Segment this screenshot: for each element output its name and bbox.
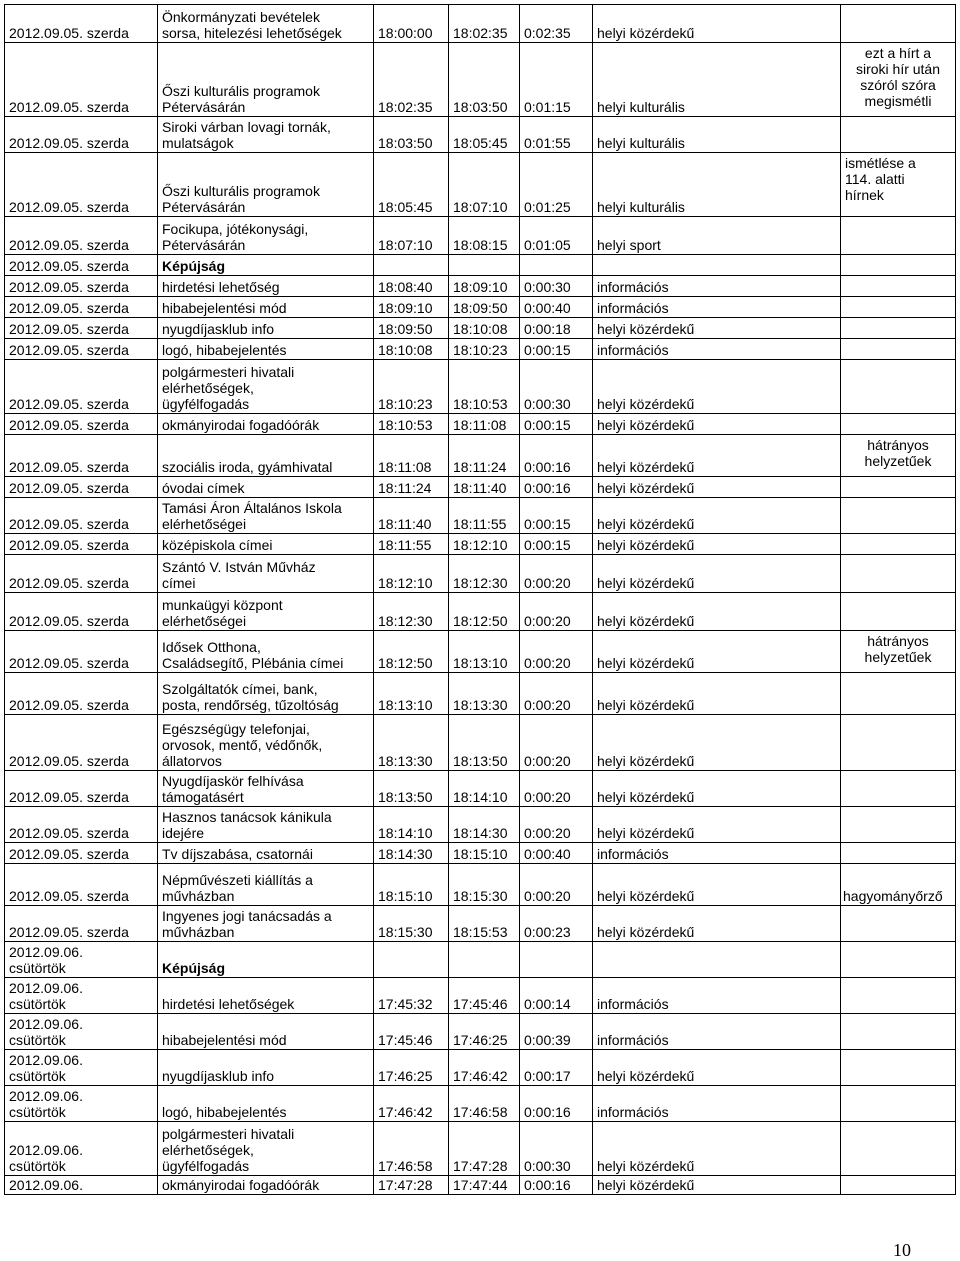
schedule-row <box>5 942 956 978</box>
schedule-row <box>5 360 956 414</box>
title-cell: Tamási Áron Általános Iskola elérhetőségei <box>158 498 374 534</box>
duration-cell: 0:00:20 <box>520 771 593 807</box>
start-time-cell: 18:08:40 <box>374 276 449 297</box>
title-text: Képújság <box>162 960 226 976</box>
duration-cell: 0:00:16 <box>520 1176 593 1195</box>
schedule-row <box>5 771 956 807</box>
note-cell <box>841 5 956 43</box>
duration-cell: 0:00:20 <box>520 673 593 715</box>
note-cell <box>841 1050 956 1086</box>
schedule-row <box>5 5 956 43</box>
schedule-row <box>5 117 956 153</box>
start-time-cell: 18:05:45 <box>374 153 449 217</box>
date-cell: 2012.09.05. szerda <box>5 153 158 217</box>
date-cell: 2012.09.05. szerda <box>5 297 158 318</box>
duration-cell: 0:00:18 <box>520 318 593 339</box>
schedule-row <box>5 217 956 255</box>
schedule-row <box>5 555 956 593</box>
duration-cell: 0:02:35 <box>520 5 593 43</box>
date-cell: 2012.09.06. csütörtök <box>5 1122 158 1176</box>
schedule-row <box>5 1014 956 1050</box>
title-cell: Szántó V. István Művház címei <box>158 555 374 593</box>
title-cell: középiskola címei <box>158 534 374 555</box>
title-cell: polgármesteri hivatali elérhetőségek, ügyfélfogadás <box>158 1122 374 1176</box>
duration-cell: 0:01:55 <box>520 117 593 153</box>
note-cell <box>841 807 956 843</box>
date-cell: 2012.09.05. szerda <box>5 43 158 117</box>
end-time-cell: 18:09:10 <box>449 276 520 297</box>
end-time-cell: 18:11:55 <box>449 498 520 534</box>
start-time-cell: 17:45:46 <box>374 1014 449 1050</box>
end-time-cell: 17:46:58 <box>449 1086 520 1122</box>
category-cell: helyi kulturális <box>593 43 841 117</box>
duration-cell: 0:01:15 <box>520 43 593 117</box>
schedule-row <box>5 673 956 715</box>
category-cell: helyi közérdekű <box>593 414 841 435</box>
start-time-cell: 18:15:10 <box>374 864 449 906</box>
end-time-cell: 18:07:10 <box>449 153 520 217</box>
category-cell: helyi közérdekű <box>593 534 841 555</box>
title-cell: Tv díjszabása, csatornái <box>158 843 374 864</box>
note-cell <box>841 276 956 297</box>
title-cell: logó, hibabejelentés <box>158 339 374 360</box>
duration-cell: 0:00:20 <box>520 555 593 593</box>
note-cell <box>841 715 956 771</box>
schedule-row <box>5 534 956 555</box>
category-cell: helyi közérdekű <box>593 1050 841 1086</box>
duration-cell: 0:00:40 <box>520 297 593 318</box>
note-cell <box>841 555 956 593</box>
schedule-row <box>5 297 956 318</box>
start-time-cell: 18:12:10 <box>374 555 449 593</box>
schedule-row <box>5 43 956 117</box>
category-cell: információs <box>593 1014 841 1050</box>
end-time-cell: 18:03:50 <box>449 43 520 117</box>
duration-cell: 0:00:15 <box>520 414 593 435</box>
duration-cell: 0:00:14 <box>520 978 593 1014</box>
end-time-cell: 18:13:10 <box>449 631 520 673</box>
date-cell: 2012.09.05. szerda <box>5 339 158 360</box>
duration-cell: 0:00:20 <box>520 593 593 631</box>
date-cell: 2012.09.05. szerda <box>5 498 158 534</box>
duration-cell: 0:01:25 <box>520 153 593 217</box>
note-cell: hátrányos helyzetűek <box>841 435 956 477</box>
end-time-cell: 17:46:42 <box>449 1050 520 1086</box>
title-cell: hirdetési lehetőségek <box>158 978 374 1014</box>
title-cell: Őszi kulturális programok Pétervásárán <box>158 43 374 117</box>
schedule-row <box>5 807 956 843</box>
end-time-cell: 18:12:30 <box>449 555 520 593</box>
start-time-cell <box>374 942 449 978</box>
title-cell: nyugdíjasklub info <box>158 318 374 339</box>
schedule-row <box>5 843 956 864</box>
schedule-row <box>5 906 956 942</box>
duration-cell: 0:01:05 <box>520 217 593 255</box>
category-cell: helyi közérdekű <box>593 715 841 771</box>
category-cell <box>593 942 841 978</box>
category-cell: helyi közérdekű <box>593 1176 841 1195</box>
start-time-cell: 18:14:30 <box>374 843 449 864</box>
note-cell <box>841 414 956 435</box>
start-time-cell: 18:00:00 <box>374 5 449 43</box>
duration-cell: 0:00:30 <box>520 1122 593 1176</box>
title-cell: hibabejelentési mód <box>158 297 374 318</box>
note-cell <box>841 255 956 276</box>
date-cell: 2012.09.05. szerda <box>5 360 158 414</box>
title-cell: Hasznos tanácsok kánikula idejére <box>158 807 374 843</box>
note-cell <box>841 843 956 864</box>
note-cell <box>841 1176 956 1195</box>
start-time-cell: 18:10:53 <box>374 414 449 435</box>
date-cell: 2012.09.05. szerda <box>5 771 158 807</box>
title-text: Képújság <box>162 258 226 274</box>
title-cell: munkaügyi központ elérhetőségei <box>158 593 374 631</box>
duration-cell: 0:00:17 <box>520 1050 593 1086</box>
schedule-row <box>5 276 956 297</box>
schedule-row <box>5 318 956 339</box>
note-cell <box>841 534 956 555</box>
start-time-cell <box>374 255 449 276</box>
category-cell <box>593 255 841 276</box>
end-time-cell: 18:12:50 <box>449 593 520 631</box>
start-time-cell: 18:07:10 <box>374 217 449 255</box>
category-cell: helyi közérdekű <box>593 906 841 942</box>
duration-cell: 0:00:20 <box>520 631 593 673</box>
title-cell: óvodai címek <box>158 477 374 498</box>
title-cell: Szolgáltatók címei, bank, posta, rendőrség, tűzoltóság <box>158 673 374 715</box>
title-cell: nyugdíjasklub info <box>158 1050 374 1086</box>
start-time-cell: 18:11:40 <box>374 498 449 534</box>
category-cell: helyi közérdekű <box>593 1122 841 1176</box>
date-cell: 2012.09.06. csütörtök <box>5 942 158 978</box>
title-cell <box>158 255 374 276</box>
title-cell: Őszi kulturális programok Pétervásárán <box>158 153 374 217</box>
date-cell: 2012.09.05. szerda <box>5 414 158 435</box>
end-time-cell: 18:08:15 <box>449 217 520 255</box>
note-cell: ezt a hírt a siroki hír után szóról szóra megismétli <box>841 43 956 117</box>
category-cell: helyi közérdekű <box>593 771 841 807</box>
title-cell: Ingyenes jogi tanácsadás a művházban <box>158 906 374 942</box>
start-time-cell: 18:12:50 <box>374 631 449 673</box>
title-cell: Nyugdíjaskör felhívása támogatásért <box>158 771 374 807</box>
end-time-cell: 18:10:53 <box>449 360 520 414</box>
note-cell <box>841 942 956 978</box>
date-cell: 2012.09.05. szerda <box>5 217 158 255</box>
title-cell: okmányirodai fogadóórák <box>158 1176 374 1195</box>
date-cell: 2012.09.05. szerda <box>5 318 158 339</box>
title-cell: hibabejelentési mód <box>158 1014 374 1050</box>
end-time-cell: 18:15:30 <box>449 864 520 906</box>
note-cell <box>841 217 956 255</box>
start-time-cell: 18:02:35 <box>374 43 449 117</box>
duration-cell: 0:00:16 <box>520 477 593 498</box>
start-time-cell: 18:14:10 <box>374 807 449 843</box>
schedule-row <box>5 715 956 771</box>
category-cell: információs <box>593 297 841 318</box>
category-cell: helyi közérdekű <box>593 360 841 414</box>
date-cell: 2012.09.05. szerda <box>5 5 158 43</box>
start-time-cell: 18:11:55 <box>374 534 449 555</box>
date-cell: 2012.09.05. szerda <box>5 673 158 715</box>
category-cell: információs <box>593 978 841 1014</box>
date-cell: 2012.09.05. szerda <box>5 906 158 942</box>
date-cell: 2012.09.06. <box>5 1176 158 1195</box>
title-cell: polgármesteri hivatali elérhetőségek, ügyfélfogadás <box>158 360 374 414</box>
category-cell: helyi közérdekű <box>593 435 841 477</box>
start-time-cell: 18:13:50 <box>374 771 449 807</box>
category-cell: helyi közérdekű <box>593 864 841 906</box>
start-time-cell: 17:46:58 <box>374 1122 449 1176</box>
end-time-cell: 18:14:10 <box>449 771 520 807</box>
start-time-cell: 18:13:30 <box>374 715 449 771</box>
note-cell <box>841 498 956 534</box>
end-time-cell: 18:05:45 <box>449 117 520 153</box>
category-cell: helyi közérdekű <box>593 593 841 631</box>
end-time-cell: 18:10:08 <box>449 318 520 339</box>
note-cell <box>841 1086 956 1122</box>
date-cell: 2012.09.05. szerda <box>5 555 158 593</box>
date-cell: 2012.09.05. szerda <box>5 593 158 631</box>
end-time-cell: 17:47:28 <box>449 1122 520 1176</box>
end-time-cell: 18:13:50 <box>449 715 520 771</box>
note-cell: hagyományőrző <box>841 864 956 906</box>
start-time-cell: 18:10:23 <box>374 360 449 414</box>
schedule-row <box>5 414 956 435</box>
duration-cell <box>520 942 593 978</box>
start-time-cell: 18:10:08 <box>374 339 449 360</box>
schedule-row <box>5 339 956 360</box>
date-cell: 2012.09.06. csütörtök <box>5 1050 158 1086</box>
note-cell <box>841 906 956 942</box>
note-cell <box>841 477 956 498</box>
duration-cell: 0:00:39 <box>520 1014 593 1050</box>
note-cell <box>841 117 956 153</box>
duration-cell: 0:00:15 <box>520 339 593 360</box>
schedule-row <box>5 864 956 906</box>
start-time-cell: 17:46:25 <box>374 1050 449 1086</box>
page-number: 10 <box>893 1240 911 1260</box>
end-time-cell: 17:45:46 <box>449 978 520 1014</box>
category-cell: helyi közérdekű <box>593 807 841 843</box>
start-time-cell: 17:47:28 <box>374 1176 449 1195</box>
title-cell: Idősek Otthona, Családsegítő, Plébánia címei <box>158 631 374 673</box>
note-cell <box>841 318 956 339</box>
end-time-cell: 17:47:44 <box>449 1176 520 1195</box>
date-cell: 2012.09.05. szerda <box>5 807 158 843</box>
broadcast-schedule-table <box>4 4 956 1195</box>
end-time-cell: 18:12:10 <box>449 534 520 555</box>
title-cell: Népművészeti kiállítás a művházban <box>158 864 374 906</box>
category-cell: helyi közérdekű <box>593 5 841 43</box>
schedule-row <box>5 593 956 631</box>
date-cell: 2012.09.05. szerda <box>5 631 158 673</box>
note-cell <box>841 1014 956 1050</box>
duration-cell: 0:00:23 <box>520 906 593 942</box>
duration-cell <box>520 255 593 276</box>
title-cell: hirdetési lehetőség <box>158 276 374 297</box>
start-time-cell: 18:12:30 <box>374 593 449 631</box>
schedule-row <box>5 1176 956 1195</box>
duration-cell: 0:00:20 <box>520 864 593 906</box>
date-cell: 2012.09.06. csütörtök <box>5 1014 158 1050</box>
title-cell: Önkormányzati bevételek sorsa, hitelezési lehetőségek <box>158 5 374 43</box>
category-cell: információs <box>593 276 841 297</box>
date-cell: 2012.09.05. szerda <box>5 117 158 153</box>
note-cell <box>841 297 956 318</box>
start-time-cell: 18:03:50 <box>374 117 449 153</box>
title-cell: okmányirodai fogadóórák <box>158 414 374 435</box>
note-cell <box>841 978 956 1014</box>
note-cell: ismétlése a 114. alatti hírnek <box>841 153 956 217</box>
end-time-cell: 18:13:30 <box>449 673 520 715</box>
title-cell: Focikupa, jótékonysági, Pétervásárán <box>158 217 374 255</box>
duration-cell: 0:00:15 <box>520 534 593 555</box>
note-cell <box>841 673 956 715</box>
end-time-cell: 18:11:24 <box>449 435 520 477</box>
date-cell: 2012.09.05. szerda <box>5 534 158 555</box>
category-cell: helyi közérdekű <box>593 477 841 498</box>
duration-cell: 0:00:16 <box>520 435 593 477</box>
schedule-row <box>5 978 956 1014</box>
date-cell: 2012.09.05. szerda <box>5 276 158 297</box>
note-cell <box>841 771 956 807</box>
schedule-row <box>5 1122 956 1176</box>
duration-cell: 0:00:20 <box>520 807 593 843</box>
schedule-row <box>5 435 956 477</box>
schedule-row <box>5 477 956 498</box>
title-cell: logó, hibabejelentés <box>158 1086 374 1122</box>
start-time-cell: 18:13:10 <box>374 673 449 715</box>
category-cell: helyi kulturális <box>593 153 841 217</box>
note-cell: hátrányos helyzetűek <box>841 631 956 673</box>
duration-cell: 0:00:30 <box>520 360 593 414</box>
date-cell: 2012.09.05. szerda <box>5 255 158 276</box>
note-cell <box>841 593 956 631</box>
end-time-cell: 18:11:08 <box>449 414 520 435</box>
date-cell: 2012.09.05. szerda <box>5 864 158 906</box>
date-cell: 2012.09.05. szerda <box>5 843 158 864</box>
date-cell: 2012.09.06. csütörtök <box>5 978 158 1014</box>
start-time-cell: 17:46:42 <box>374 1086 449 1122</box>
schedule-row <box>5 1050 956 1086</box>
title-cell <box>158 942 374 978</box>
schedule-row <box>5 255 956 276</box>
category-cell: helyi közérdekű <box>593 555 841 593</box>
duration-cell: 0:00:40 <box>520 843 593 864</box>
end-time-cell: 18:02:35 <box>449 5 520 43</box>
category-cell: helyi kulturális <box>593 117 841 153</box>
duration-cell: 0:00:30 <box>520 276 593 297</box>
duration-cell: 0:00:20 <box>520 715 593 771</box>
start-time-cell: 18:15:30 <box>374 906 449 942</box>
schedule-row <box>5 498 956 534</box>
duration-cell: 0:00:15 <box>520 498 593 534</box>
start-time-cell: 18:11:08 <box>374 435 449 477</box>
note-cell <box>841 339 956 360</box>
end-time-cell <box>449 255 520 276</box>
date-cell: 2012.09.05. szerda <box>5 435 158 477</box>
end-time-cell <box>449 942 520 978</box>
start-time-cell: 18:09:10 <box>374 297 449 318</box>
title-cell: Egészségügy telefonjai, orvosok, mentő, védőnők, állatorvos <box>158 715 374 771</box>
schedule-row <box>5 1086 956 1122</box>
schedule-row <box>5 153 956 217</box>
category-cell: helyi közérdekű <box>593 498 841 534</box>
duration-cell: 0:00:16 <box>520 1086 593 1122</box>
category-cell: helyi közérdekű <box>593 631 841 673</box>
end-time-cell: 18:15:10 <box>449 843 520 864</box>
category-cell: információs <box>593 339 841 360</box>
category-cell: információs <box>593 1086 841 1122</box>
start-time-cell: 17:45:32 <box>374 978 449 1014</box>
schedule-row <box>5 631 956 673</box>
category-cell: helyi közérdekű <box>593 318 841 339</box>
date-cell: 2012.09.06. csütörtök <box>5 1086 158 1122</box>
end-time-cell: 18:14:30 <box>449 807 520 843</box>
note-cell <box>841 360 956 414</box>
title-cell: szociális iroda, gyámhivatal <box>158 435 374 477</box>
title-cell: Siroki várban lovagi tornák, mulatságok <box>158 117 374 153</box>
category-cell: helyi közérdekű <box>593 673 841 715</box>
date-cell: 2012.09.05. szerda <box>5 715 158 771</box>
end-time-cell: 17:46:25 <box>449 1014 520 1050</box>
category-cell: információs <box>593 843 841 864</box>
category-cell: helyi sport <box>593 217 841 255</box>
start-time-cell: 18:09:50 <box>374 318 449 339</box>
start-time-cell: 18:11:24 <box>374 477 449 498</box>
note-cell <box>841 1122 956 1176</box>
end-time-cell: 18:15:53 <box>449 906 520 942</box>
end-time-cell: 18:09:50 <box>449 297 520 318</box>
end-time-cell: 18:10:23 <box>449 339 520 360</box>
end-time-cell: 18:11:40 <box>449 477 520 498</box>
date-cell: 2012.09.05. szerda <box>5 477 158 498</box>
